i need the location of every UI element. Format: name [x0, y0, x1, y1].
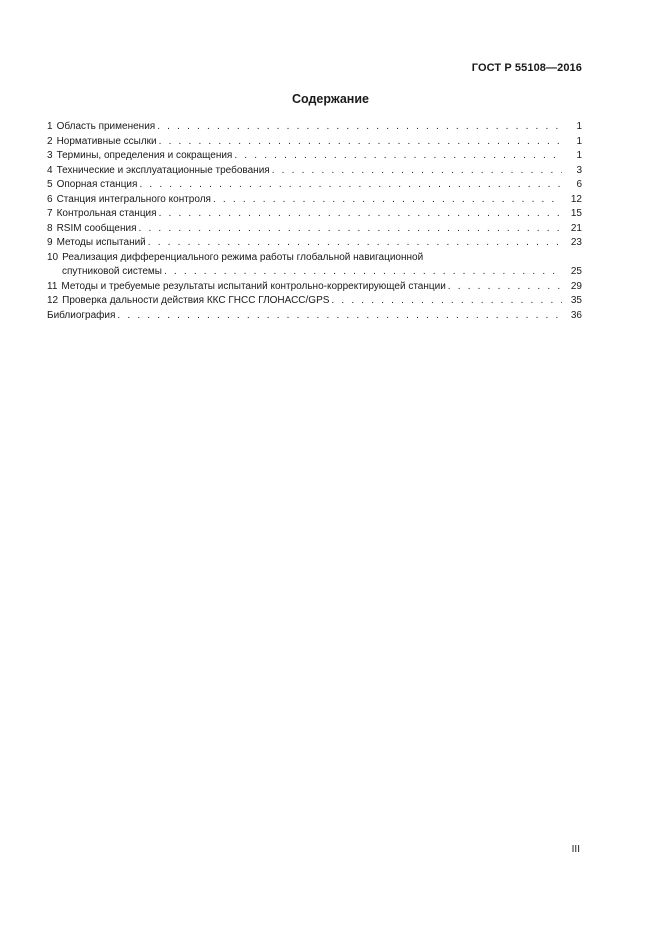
toc-entry-page: 29: [570, 280, 582, 292]
page-number: III: [571, 844, 580, 855]
toc-entry-page: 3: [576, 164, 582, 176]
toc-leader-dots: [139, 222, 562, 237]
toc-leader-dots: [148, 236, 562, 251]
toc-entry-title: Технические и эксплуатационные требования: [56, 164, 270, 176]
toc-entry-8[interactable]: [47, 222, 582, 237]
toc-entry-9[interactable]: [47, 236, 582, 251]
toc-entry-7[interactable]: [47, 207, 582, 222]
toc-leader-dots: [448, 280, 562, 295]
toc-entry-page: 1: [576, 150, 582, 161]
toc-leader-dots: [331, 294, 562, 309]
toc-leader-dots: [157, 120, 562, 135]
toc-entry-title: Проверка дальности действия ККС ГНСС ГЛОНАСС/GPS: [62, 295, 330, 306]
toc-entry-number: 10: [47, 251, 59, 263]
toc-leader-dots: [139, 178, 562, 193]
toc-entry-page: 6: [576, 179, 582, 190]
toc-entry-page: 15: [570, 208, 582, 219]
toc-entry-number: 4: [47, 164, 53, 176]
toc-entry-bibliography[interactable]: [47, 309, 582, 324]
toc-entry-page: 21: [570, 222, 582, 234]
toc-entry-title: Методы испытаний: [56, 237, 146, 248]
toc-leader-dots: [213, 193, 562, 208]
toc-entry-10[interactable]: [47, 251, 582, 280]
toc-entry-number: 9: [47, 237, 53, 248]
toc-entry-page: 1: [576, 121, 582, 132]
toc-leader-dots: [234, 149, 562, 164]
toc-entry-number: 1: [47, 121, 53, 132]
document-code: ГОСТ Р 55108—2016: [471, 62, 582, 74]
toc-entry-title: Реализация дифференциального режима работы глобальной навигационной: [62, 251, 424, 263]
toc-entry-2[interactable]: [47, 135, 582, 150]
toc-entry-4[interactable]: [47, 164, 582, 179]
toc-entry-page: 25: [570, 266, 582, 277]
toc-entry-3[interactable]: [47, 149, 582, 164]
toc-entry-title: Библиография: [47, 309, 116, 321]
toc-entry-number: 11: [47, 280, 58, 292]
toc-entry-page: 23: [570, 237, 582, 248]
toc-title: Содержание: [291, 92, 369, 106]
toc-entry-title: Термины, определения и сокращения: [56, 150, 233, 161]
toc-entry-title: Методы и требуемые результаты испытаний контрольно-корректирующей станции: [61, 280, 446, 292]
toc-entry-title: Контрольная станция: [56, 208, 157, 219]
toc-entry-1[interactable]: [47, 120, 582, 135]
toc-leader-dots: [159, 135, 562, 150]
toc-leader-dots: [117, 309, 562, 324]
toc-entry-number: 6: [47, 193, 53, 205]
toc-entry-number: 12: [47, 295, 59, 306]
toc-entry-page: 35: [570, 295, 582, 306]
toc-leader-dots: [272, 164, 562, 179]
toc-entry-11[interactable]: [47, 280, 582, 295]
toc-entry-title: Опорная станция: [56, 179, 138, 190]
toc-entry-5[interactable]: [47, 178, 582, 193]
toc-entry-page: 12: [570, 193, 582, 205]
toc-entry-number: 2: [47, 135, 53, 147]
toc-entry-number: 3: [47, 150, 53, 161]
toc-entry-number: 7: [47, 208, 53, 219]
toc-entry-number: 5: [47, 179, 53, 190]
toc-entry-12[interactable]: [47, 294, 582, 309]
toc-entry-title: Нормативные ссылки: [56, 135, 157, 147]
toc-leader-dots: [159, 207, 562, 222]
toc-entry-page: 36: [570, 309, 582, 321]
table-of-contents: [47, 120, 582, 323]
toc-entry-title-continued: спутниковой системы: [62, 266, 162, 277]
toc-leader-dots: [164, 265, 562, 280]
toc-entry-page: 1: [576, 135, 582, 147]
toc-entry-title: Станция интегрального контроля: [56, 193, 211, 205]
toc-entry-number: 8: [47, 222, 53, 234]
toc-entry-title: RSIM сообщения: [56, 222, 137, 234]
toc-entry-title: Область применения: [56, 121, 156, 132]
toc-entry-6[interactable]: [47, 193, 582, 208]
